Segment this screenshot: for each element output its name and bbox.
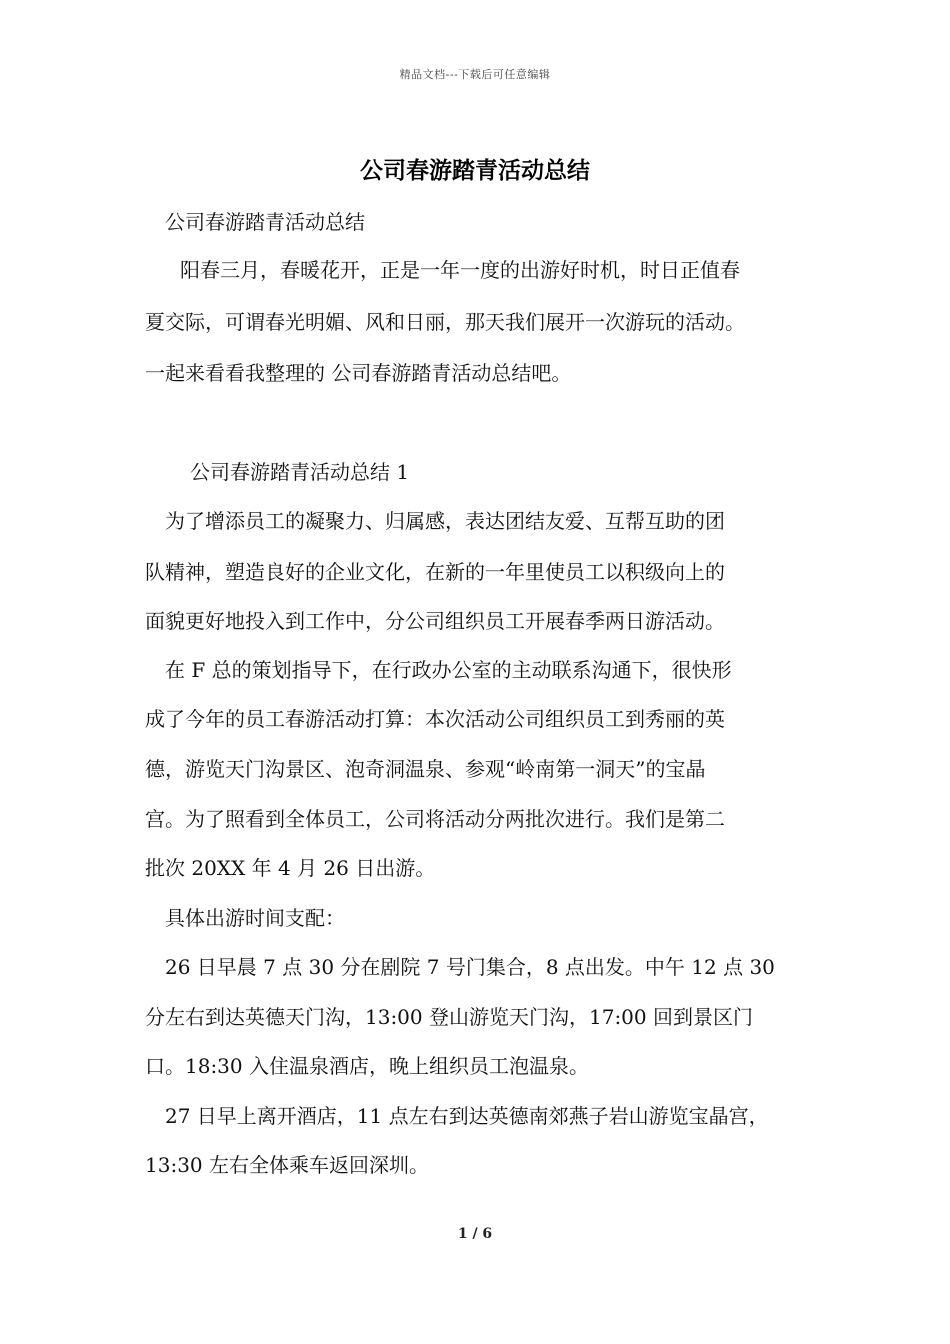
paragraph-line: 口。18:30 入住温泉酒店，晚上组织员工泡温泉。: [145, 1054, 589, 1078]
paragraph-line: 队精神，塑造良好的企业文化，在新的一年里使员工以积级向上的: [145, 560, 725, 584]
paragraph-line: 批次 20XX 年 4 月 26 日出游。: [145, 856, 436, 880]
paragraph-line: 27 日早上离开酒店，11 点左右到达英德南郊燕子岩山游览宝晶宫，: [165, 1104, 769, 1128]
document-title: 公司春游踏青活动总结: [360, 157, 590, 184]
page-number: 1 / 6: [457, 1226, 493, 1242]
paragraph-line: 阳春三月，春暖花开，正是一年一度的出游好时机，时日正值春: [180, 258, 740, 282]
paragraph-line: 分左右到达英德天门沟，13:00 登山游览天门沟，17:00 回到景区门: [145, 1005, 753, 1029]
paragraph-line: 面貌更好地投入到工作中，分公司组织员工开展春季两日游活动。: [145, 609, 725, 633]
page-header: 精品文档---下载后可任意编辑: [399, 68, 551, 81]
paragraph-line: 德，游览天门沟景区、泡奇洞温泉、参观“岭南第一洞天”的宝晶: [145, 757, 706, 781]
paragraph-line: 13:30 左右全体乘车返回深圳。: [145, 1153, 429, 1177]
paragraph-line: 具体出游时间支配：: [165, 906, 345, 930]
paragraph-line: 在 F 总的策划指导下，在行政办公室的主动联系沟通下，很快形: [165, 658, 732, 682]
subtitle-line: 公司春游踏青活动总结: [165, 210, 365, 234]
paragraph-line: 为了增添员工的凝聚力、归属感，表达团结友爱、互帮互助的团: [165, 509, 725, 533]
section-heading: 公司春游踏青活动总结 1: [190, 460, 410, 484]
paragraph-line: 宫。为了照看到全体员工，公司将活动分两批次进行。我们是第二: [145, 807, 725, 831]
paragraph-line: 一起来看看我整理的 公司春游踏青活动总结吧。: [145, 361, 572, 385]
paragraph-line: 夏交际，可谓春光明媚、风和日丽，那天我们展开一次游玩的活动。: [145, 310, 745, 334]
paragraph-line: 26 日早晨 7 点 30 分在剧院 7 号门集合，8 点出发。中午 12 点 30: [165, 955, 775, 979]
paragraph-line: 成了今年的员工春游活动打算：本次活动公司组织员工到秀丽的英: [145, 707, 725, 731]
